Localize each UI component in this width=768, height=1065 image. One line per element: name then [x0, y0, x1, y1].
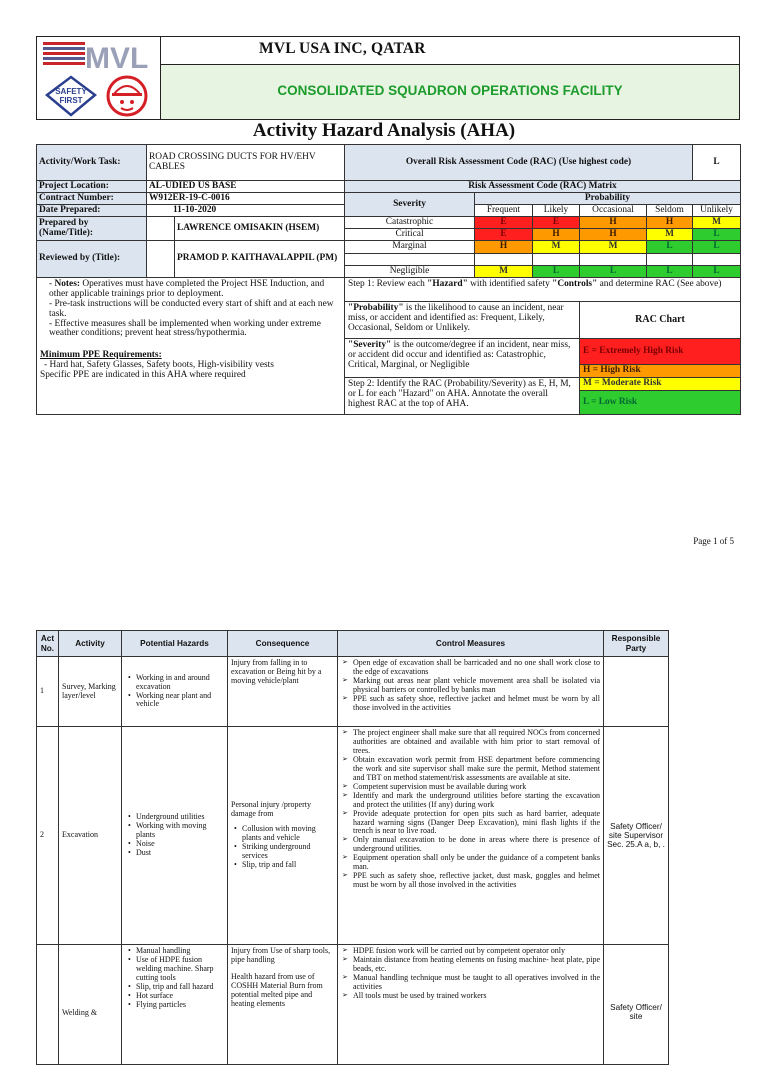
- rac-cell: L: [647, 241, 693, 254]
- severity-negligible: Negligible: [345, 266, 475, 278]
- contract-label: Contract Number:: [37, 193, 147, 205]
- rac-cell: M: [647, 229, 693, 241]
- reviewed-label: Reviewed by (Title):: [37, 241, 147, 278]
- probability-occasional: Occasional: [580, 205, 647, 217]
- logo-text: MVL: [85, 42, 149, 75]
- rac-cell: L: [647, 266, 693, 278]
- notes-text-2: Pre-task instructions will be conducted every start of shift and at each new task.: [49, 298, 334, 319]
- severity-catastrophic: Catastrophic: [345, 217, 475, 229]
- table-row: [37, 727, 669, 945]
- prepared-label: Prepared by (Name/Title):: [37, 217, 147, 241]
- location-value: AL-UDIED US BASE: [147, 181, 345, 193]
- rac-cell: L: [693, 229, 741, 241]
- probability-seldom: Seldom: [647, 205, 693, 217]
- aha-table: [36, 144, 741, 415]
- col-responsible: Responsible Party: [604, 631, 669, 657]
- consequence: Injury from Use of sharp tools, pipe handling Health hazard from use of COSHH Material Burn from potential melted pipe and heating elements: [228, 945, 338, 1065]
- activity-name: Welding &: [59, 945, 122, 1065]
- rac-cell: E: [475, 229, 533, 241]
- page-title: Activity Hazard Analysis (AHA): [252, 120, 516, 141]
- date-value: 11-10-2020: [147, 205, 345, 217]
- activity-name: Survey, Marking layer/level: [59, 657, 122, 727]
- notes-block: - Notes: Operatives must have completed the Project HSE Induction, and other applicable trainings prior to deployment. - Pre-task instructions will be conducted every start of shift and at each new task. - Effective measures shall be implemented when working under extreme weather conditions; prevent heat stress/hypothermia. Minimum PPE Requirements: - Hard hat, Safety Glasses, Safety boots, High-visibility vests Specific PPE are indicated in this AHA where required: [37, 278, 345, 415]
- legend-low: L = Low Risk: [580, 391, 741, 415]
- company-name: MVL USA INC, QATAR: [161, 37, 739, 65]
- svg-text:FIRST: FIRST: [59, 96, 83, 105]
- worker-helmet-icon: [103, 75, 151, 117]
- step-1: Step 1: Review each "Hazard" with identified safety "Controls" and determine RAC (See above): [345, 278, 741, 302]
- date-label: Date Prepared:: [37, 205, 147, 217]
- activity-label: Activity/Work Task:: [37, 145, 147, 181]
- rac-cell: H: [647, 217, 693, 229]
- notes-text-3: Effective measures shall be implemented when working under extreme weather conditions; prevent heat stress/hypothermia.: [49, 318, 321, 339]
- legend-high: H = High Risk: [580, 365, 741, 378]
- activity-value: ROAD CROSSING DUCTS FOR HV/EHV CABLES: [147, 145, 345, 181]
- ppe-heading: Minimum PPE Requirements:: [40, 350, 162, 361]
- svg-text:SAFETY: SAFETY: [55, 87, 87, 96]
- page-number: Page 1 of 5: [693, 536, 734, 546]
- rac-cell: H: [533, 229, 580, 241]
- controls-list: ➢ The project engineer shall make sure that all required NOCs from concerned authorities are obtained and available with him prior to start removal of trees. ➢ Obtain excavation work permit from HSE department before commencing the work and site supervisor shall make sure the permit, Method statement and TBT on method statement/risk assessments are available at site. ➢ Competent supervision must be available during work ➢ Identify and mark the underground utilities before starting the excavation and protect the utilities (If any) during work ➢ Provide adequate protection for open pits such as hard barrier, adequate hazard warning signs (Danger Deep Excavation), mini flash lights if the trench is near to live road. ➢ Only manual excavation to be done in areas where there is presence of underground utilities. ➢ Equipment operation shall only be under the guidance of a competent banks man. ➢ PPE such as safety shoe, reflective jacket, dust mask, goggles and helmet must be worn by all those involved in the activities: [338, 727, 604, 945]
- facility-name: CONSOLIDATED SQUADRON OPERATIONS FACILITY: [161, 65, 739, 119]
- rac-cell: M: [693, 217, 741, 229]
- responsible-party: [604, 657, 669, 727]
- severity-header: Severity: [345, 193, 475, 217]
- rac-chart-label: RAC Chart: [580, 302, 741, 339]
- probability-unlikely: Unlikely: [693, 205, 741, 217]
- controls-list: ➢ HDPE fusion work will be carried out by competent operator only ➢ Maintain distance from heating elements on fusing machine- heat plate, pipe beads, etc. ➢ Manual handling technique must be taught to all operatives involved in the activities ➢ All tools must be used by trained workers: [338, 945, 604, 1065]
- ppe-text-2: Specific PPE are indicated in this AHA where required: [40, 370, 246, 380]
- legend-extremely-high: E = Extremely High Risk: [580, 339, 741, 365]
- hazards-list: • Working in and around excavation • Working near plant and vehicle: [122, 657, 228, 727]
- probability-frequent: Frequent: [475, 205, 533, 217]
- rac-cell: H: [580, 217, 647, 229]
- rac-cell: E: [475, 217, 533, 229]
- act-no: 2: [37, 727, 59, 945]
- rac-cell: H: [475, 241, 533, 254]
- col-activity: Activity: [59, 631, 122, 657]
- responsible-party: Safety Officer/ site: [604, 945, 669, 1065]
- col-hazards: Potential Hazards: [122, 631, 228, 657]
- consequence: Personal injury /property damage from • Collusion with moving plants and vehicle • Striking underground services • Slip, trip and fall: [228, 727, 338, 945]
- probability-likely: Likely: [533, 205, 580, 217]
- ppe-text-1: Hard hat, Safety Glasses, Safety boots, High-visibility vests: [49, 360, 274, 371]
- document-header: [36, 36, 740, 120]
- probability-header: Probability: [475, 193, 741, 205]
- table-row: [37, 945, 669, 1065]
- rac-cell: M: [475, 266, 533, 278]
- hazards-list: • Manual handling • Use of HDPE fusion welding machine. Sharp cutting tools • Slip, trip and fall hazard • Hot surface • Flying particles: [122, 945, 228, 1065]
- notes-text-1: Operatives must have completed the Project HSE Induction, and other applicable trainings prior to deployment.: [49, 279, 325, 299]
- col-controls: Control Measures: [338, 631, 604, 657]
- rac-cell: L: [580, 266, 647, 278]
- contract-value: W912ER-19-C-0016: [147, 193, 345, 205]
- act-no: 1: [37, 657, 59, 727]
- severity-marginal: Marginal: [345, 241, 475, 254]
- probability-definition: "Probability" is the likelihood to cause an incident, near miss, or accident and identified as: Frequent, Likely, Occasional, Seldom or Unlikely.: [345, 302, 580, 339]
- reviewed-value: PRAMOD P. KAITHAVALAPPIL (PM): [175, 241, 345, 278]
- act-no: [37, 945, 59, 1065]
- legend-moderate: M = Moderate Risk: [580, 378, 741, 391]
- rac-cell: E: [533, 217, 580, 229]
- rac-matrix-title: Risk Assessment Code (RAC) Matrix: [345, 181, 741, 193]
- activity-table: [36, 630, 669, 1065]
- consequence: Injury from falling in to excavation or Being hit by a moving vehicle/plant: [228, 657, 338, 727]
- responsible-party: Safety Officer/ site Supervisor Sec. 25.A a, b, .: [604, 727, 669, 945]
- rac-cell: L: [693, 266, 741, 278]
- controls-list: ➢ Open edge of excavation shall be barricaded and no one shall work close to the edge of excavations ➢ Marking out areas near plant vehicle movement area shall be isolated via physical barriers or controlled by banks man ➢ PPE such as safety shoe, reflective jacket and helmet must be worn by all those involved in the activities: [338, 657, 604, 727]
- logo-cell: [37, 37, 161, 119]
- severity-critical: Critical: [345, 229, 475, 241]
- rac-cell: L: [693, 241, 741, 254]
- severity-definition: "Severity" is the outcome/degree if an incident, near miss, or accident did occur and identified as: Catastrophic, Critical, Marginal, or Negligible: [345, 339, 580, 378]
- safety-first-badge-icon: [43, 75, 99, 117]
- table-row: [37, 657, 669, 727]
- overall-rac-label: Overall Risk Assessment Code (RAC) (Use highest code): [345, 145, 693, 181]
- rac-cell: M: [533, 241, 580, 254]
- location-label: Project Location:: [37, 181, 147, 193]
- step-2: Step 2: Identify the RAC (Probability/Severity) as E, H, M, or L for each "Hazard" on AHA. Annotate the overall highest RAC at the top of AHA.: [345, 378, 580, 415]
- rac-cell: L: [533, 266, 580, 278]
- prepared-value: LAWRENCE OMISAKIN (HSEM): [175, 217, 345, 241]
- rac-cell: H: [580, 229, 647, 241]
- rac-cell: M: [580, 241, 647, 254]
- hazards-list: • Underground utilities • Working with moving plants • Noise • Dust: [122, 727, 228, 945]
- col-consequence: Consequence: [228, 631, 338, 657]
- overall-rac-value: L: [693, 145, 741, 181]
- activity-name: Excavation: [59, 727, 122, 945]
- col-act-no: Act No.: [37, 631, 59, 657]
- notes-label: Notes:: [54, 279, 80, 289]
